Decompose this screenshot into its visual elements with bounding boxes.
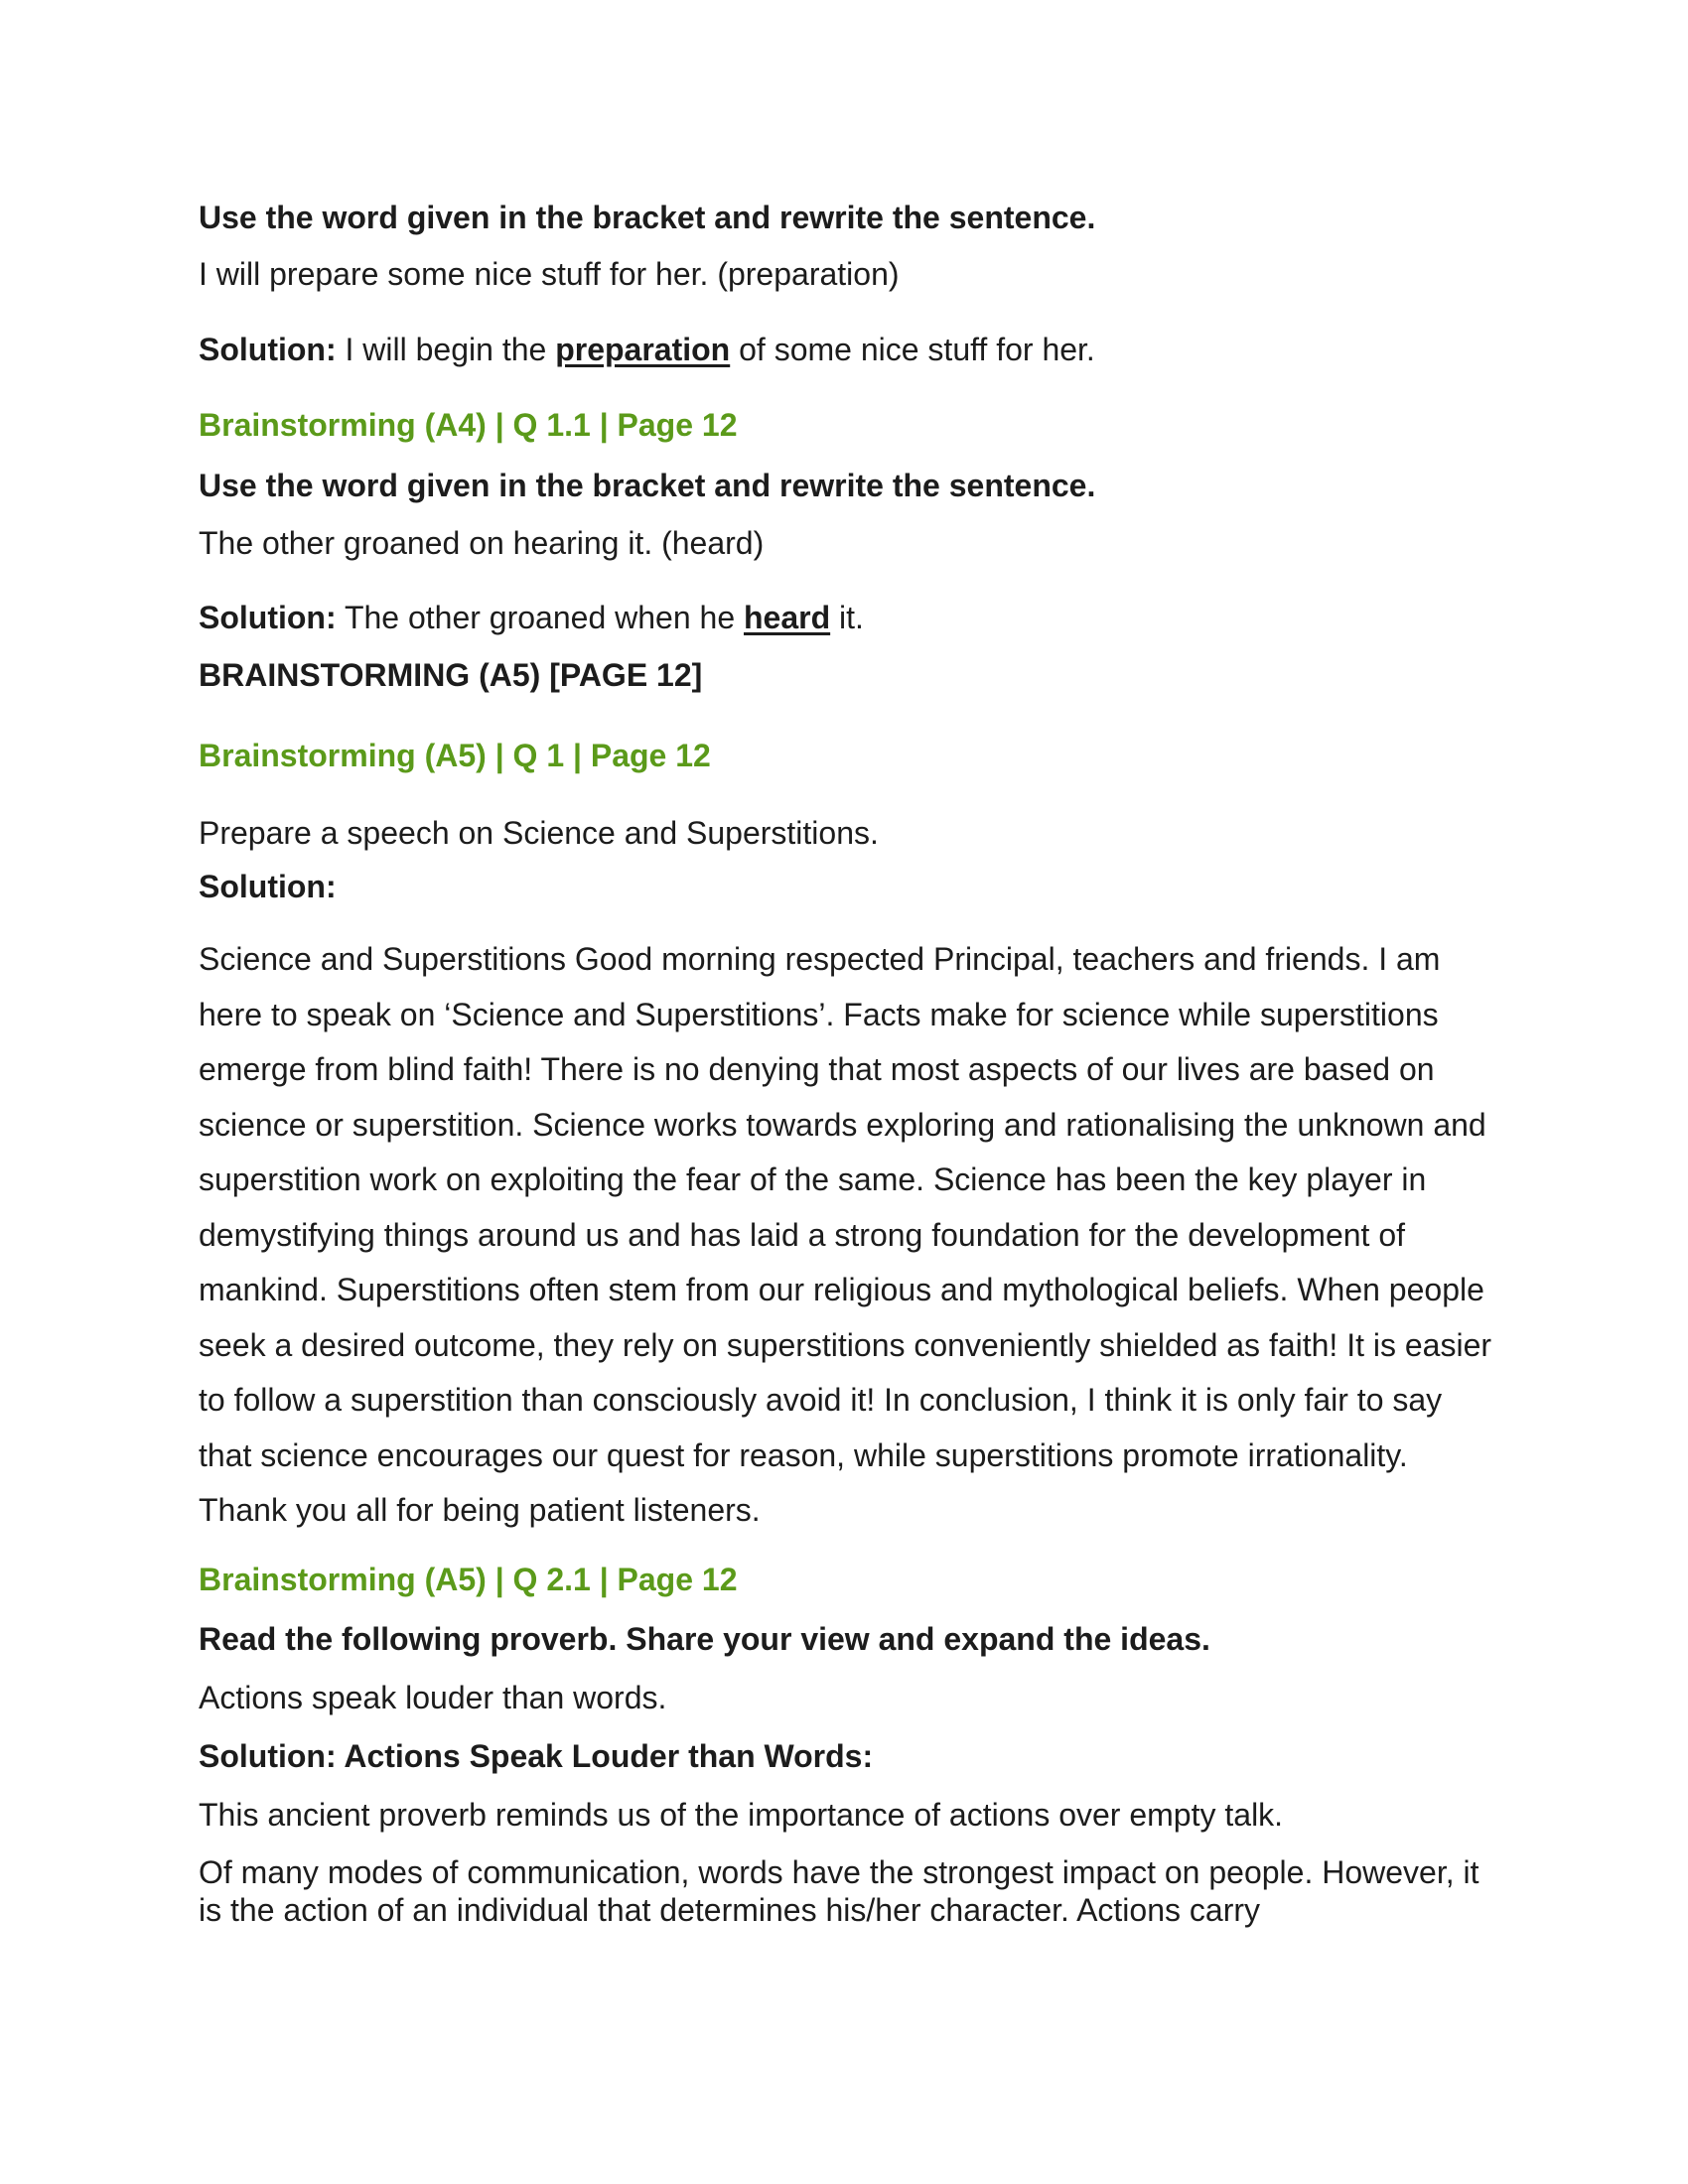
question-a4-1-1: The other groaned on hearing it. (heard) — [199, 525, 765, 561]
solution-text-pre: The other groaned when he — [336, 600, 744, 635]
question-a4: I will prepare some nice stuff for her. (preparation) — [199, 256, 900, 292]
answer-paragraph-2: Of many modes of communication, words have the strongest impact on people. However, it is the action of an individual that determines his/her character. Actions carry — [199, 1854, 1479, 1928]
question-heading-a5-1: Brainstorming (A5) | Q 1 | Page 12 — [199, 738, 711, 773]
instruction-a4-1-1: Use the word given in the bracket and rewrite the sentence. — [199, 468, 1096, 503]
section-title: BRAINSTORMING (A5) [PAGE 12] — [199, 657, 703, 693]
solution-keyword: preparation — [555, 332, 731, 367]
solution-text-post: of some nice stuff for her. — [730, 332, 1095, 367]
instruction-a5-2-1: Read the following proverb. Share your view and expand the ideas. — [199, 1621, 1210, 1657]
solution-label: Solution: — [199, 600, 337, 635]
proverb: Actions speak louder than words. — [199, 1680, 667, 1715]
solution-keyword: heard — [744, 600, 831, 635]
solution-a4 — [199, 331, 1095, 368]
solution-title-a5-2-1: Solution: Actions Speak Louder than Words: — [199, 1738, 874, 1774]
instruction-a4: Use the word given in the bracket and rewrite the sentence. — [199, 200, 1096, 235]
solution-text-pre: I will begin the — [336, 332, 556, 367]
answer-paragraph-1: This ancient proverb reminds us of the importance of actions over empty talk. — [199, 1797, 1284, 1833]
question-a5-1: Prepare a speech on Science and Superstitions. — [199, 815, 879, 851]
solution-label: Solution: — [199, 332, 337, 367]
solution-a4-1-1 — [199, 599, 864, 636]
solution-text-post: it. — [830, 600, 864, 635]
question-heading-a5-2-1: Brainstorming (A5) | Q 2.1 | Page 12 — [199, 1562, 738, 1597]
speech-answer: Science and Superstitions Good morning respected Principal, teachers and friends. I am here to speak on ‘Science and Superstitions’. Facts make for science while superstitions emerge from blind faith! There is no denying that most aspects of our lives are based on science or superstition. Science works towards exploring and rationalising the unknown and superstition work on exploiting the fear of the same. Science has been the key player in demystifying things around us and has laid a strong foundation for the development of mankind. Superstitions often stem from our religious and mythological beliefs. When people seek a desired outcome, they rely on superstitions conveniently shielded as faith! It is easier to follow a superstition than consciously avoid it! In conclusion, I think it is only fair to say that science encourages our quest for reason, while superstitions promote irrationality. Thank you all for being patient listeners. — [199, 941, 1492, 1528]
question-heading-a4-1-1: Brainstorming (A4) | Q 1.1 | Page 12 — [199, 407, 738, 443]
solution-label-a5-1: Solution: — [199, 869, 337, 904]
